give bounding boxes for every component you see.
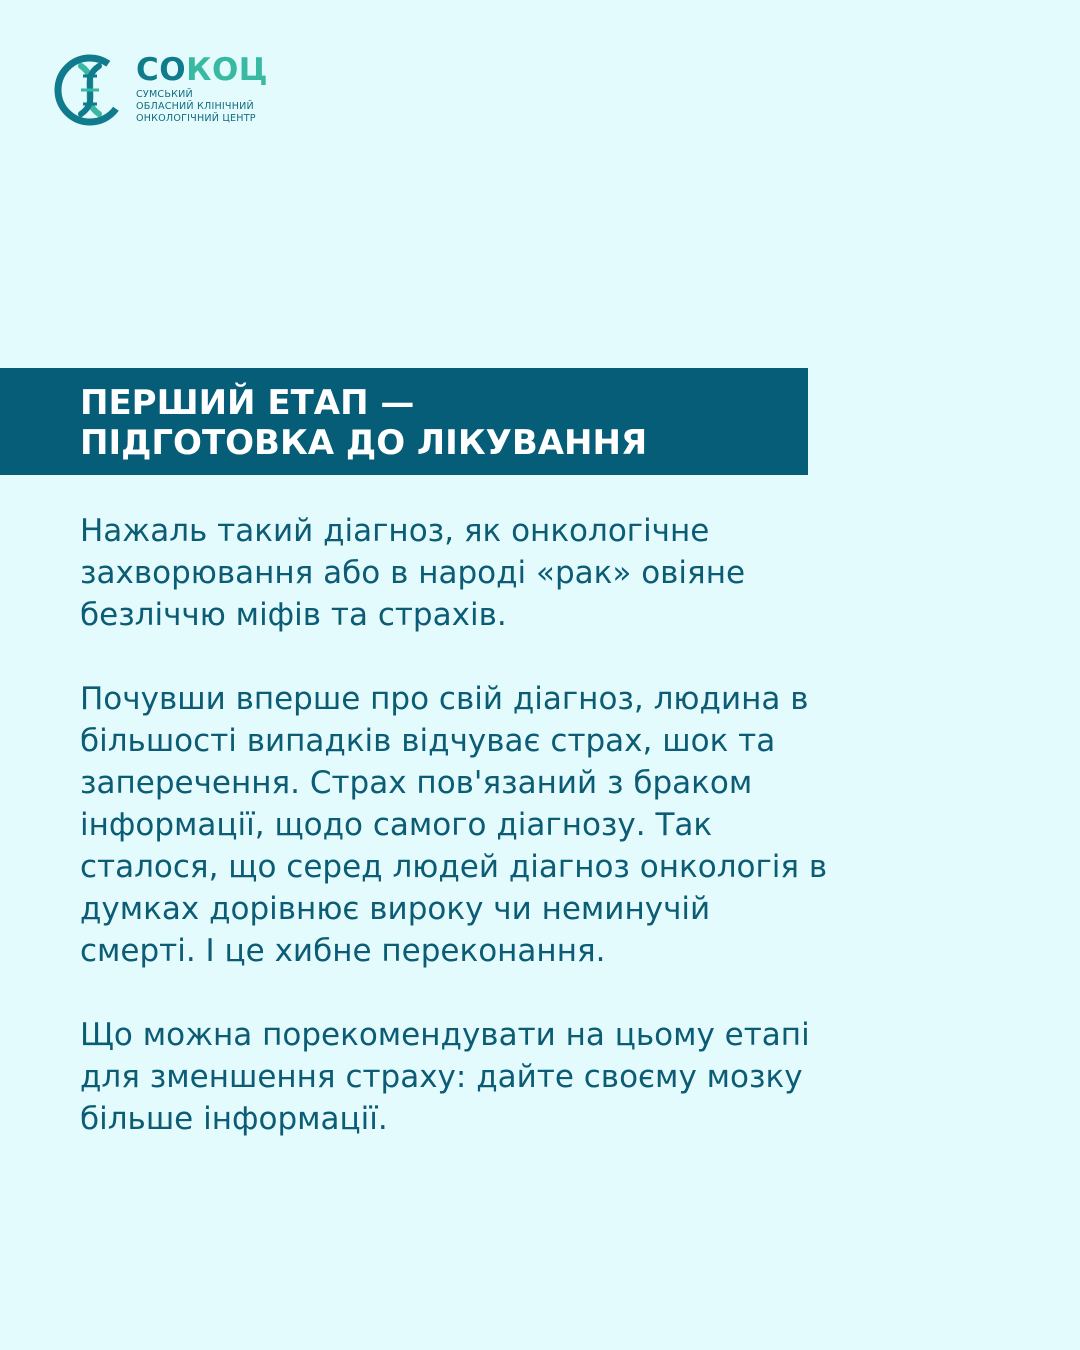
- logo-name-part-2: КОЦ: [186, 52, 269, 88]
- logo-name: [136, 54, 268, 86]
- text-line: інформації, щодо самого діагнозу. Так: [80, 807, 713, 843]
- text-line: безліччю міфів та страхів.: [80, 597, 507, 633]
- logo-subtitle-line: ОНКОЛОГІЧНИЙ ЦЕНТР: [136, 113, 256, 124]
- logo-subtitle: [136, 89, 268, 125]
- text-line: смерті. І це хибне переконання.: [80, 933, 606, 969]
- paragraph-1: [80, 510, 1030, 636]
- heading-line: ПЕРШИЙ ЕТАП —: [80, 383, 415, 423]
- text-line: заперечення. Страх пов'язаний з браком: [80, 765, 753, 801]
- text-line: Почувши вперше про свій діагноз, людина в: [80, 681, 809, 717]
- text-line: Нажаль такий діагноз, як онкологічне: [80, 513, 710, 549]
- body-text: [80, 510, 1030, 1182]
- heading-line: ПІДГОТОВКА ДО ЛІКУВАННЯ: [80, 423, 648, 463]
- logo-subtitle-line: СУМСЬКИЙ: [136, 89, 193, 100]
- logo-subtitle-line: ОБЛАСНИЙ КЛІНІЧНИЙ: [136, 101, 254, 112]
- logo: [52, 52, 268, 128]
- text-line: більше інформації.: [80, 1101, 388, 1137]
- text-line: захворювання або в народі «рак» овіяне: [80, 555, 746, 591]
- logo-name-part-1: СО: [136, 52, 187, 88]
- paragraph-2: [80, 678, 1030, 972]
- dna-logo-icon: [52, 52, 128, 128]
- text-line: для зменшення страху: дайте своєму мозку: [80, 1059, 803, 1095]
- text-line: Що можна порекомендувати на цьому етапі: [80, 1017, 810, 1053]
- paragraph-3: [80, 1014, 1030, 1140]
- heading-banner: [0, 368, 808, 475]
- text-line: більшості випадків відчуває страх, шок та: [80, 723, 776, 759]
- text-line: сталося, що серед людей діагноз онкологія в: [80, 849, 828, 885]
- text-line: думках дорівнює вироку чи неминучій: [80, 891, 711, 927]
